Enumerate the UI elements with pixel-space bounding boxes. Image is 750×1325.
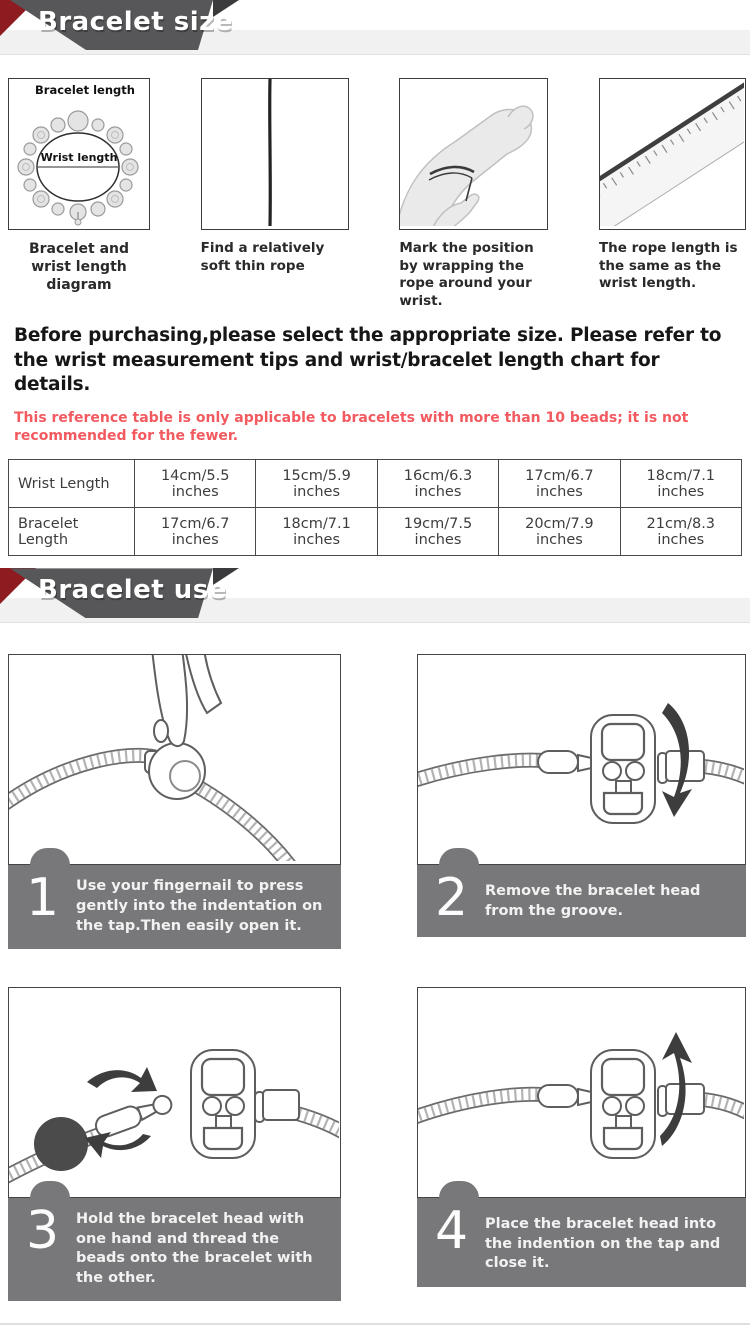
- step-3-illustration: [8, 987, 341, 1198]
- thread-beads-icon: [9, 988, 339, 1194]
- wrist-value-3: 16cm/6.3 inches: [377, 460, 498, 508]
- bracelet-value-3: 19cm/7.5 inches: [377, 508, 498, 556]
- figure-ruler: [599, 78, 746, 310]
- wrist-length-label: Wrist length: [40, 151, 118, 164]
- bracelet-value-1: 17cm/6.7 inches: [135, 508, 256, 556]
- step-1-illustration: [8, 654, 341, 865]
- wrist-length-header: Wrist Length: [9, 460, 135, 508]
- bracelet-diagram-image: [8, 78, 150, 230]
- bracelet-value-2: 18cm/7.1 inches: [256, 508, 377, 556]
- bracelet-length-header: Bracelet Length: [9, 508, 135, 556]
- use-step-2: [417, 654, 746, 949]
- step-2-text: Remove the bracelet head from the groove.: [485, 883, 701, 919]
- step-3-text: Hold the bracelet head with one hand and thread the beads onto the bracelet with the other.: [76, 1211, 313, 1286]
- step-3-caption-bar: [8, 1198, 341, 1301]
- use-step-4: [417, 987, 746, 1301]
- bracelet-size-banner: [0, 0, 750, 58]
- figure-caption-2: Find a relatively soft thin rope: [200, 240, 325, 274]
- bracelet-use-title: Bracelet use: [38, 575, 227, 606]
- wrist-wrap-icon: [400, 79, 546, 226]
- size-table: [8, 459, 742, 556]
- use-steps-grid: [0, 626, 750, 1301]
- step-1-caption-bar: [8, 865, 341, 949]
- close-head-icon: [418, 988, 744, 1194]
- sizing-advice-text: Before purchasing,please select the appropriate size. Please refer to the wrist measurement tips and wrist/bracelet length chart for details.: [14, 325, 722, 395]
- wrist-value-4: 17cm/6.7 inches: [499, 460, 620, 508]
- table-row-wrist: [9, 460, 742, 508]
- rope-icon: [202, 79, 347, 226]
- figure-wrist-wrap: [399, 78, 548, 310]
- step-4-illustration: [417, 987, 746, 1198]
- rope-image: [201, 78, 349, 230]
- step-2-caption-bar: [417, 865, 746, 937]
- measuring-figures-row: [0, 58, 750, 310]
- bracelet-size-title: Bracelet size: [38, 7, 233, 37]
- bracelet-length-label: Bracelet length: [35, 83, 135, 97]
- step-1-number: 1: [26, 868, 60, 929]
- step-3-number: 3: [26, 1201, 60, 1262]
- bracelet-use-banner: [0, 568, 750, 626]
- press-tap-open-icon: [9, 655, 339, 861]
- wrist-value-5: 18cm/7.1 inches: [620, 460, 741, 508]
- figure-caption-3: Mark the position by wrapping the rope around your wrist.: [399, 240, 534, 309]
- ruler-image: [599, 78, 746, 230]
- wrist-value-2: 15cm/5.9 inches: [256, 460, 377, 508]
- figure-caption-1: Bracelet and wrist length diagram: [28, 241, 130, 294]
- reference-table-disclaimer: This reference table is only applicable to bracelets with more than 10 beads; it is not recommended for the fewer.: [14, 410, 689, 444]
- bracelet-value-4: 20cm/7.9 inches: [499, 508, 620, 556]
- step-2-number: 2: [435, 868, 469, 929]
- ruler-icon: [600, 79, 744, 226]
- table-row-bracelet: [9, 508, 742, 556]
- step-4-text: Place the bracelet head into the indention on the tap and close it.: [485, 1216, 721, 1272]
- bracelet-value-5: 21cm/8.3 inches: [620, 508, 741, 556]
- use-step-1: [8, 654, 341, 949]
- figure-bracelet-diagram: [8, 78, 150, 310]
- step-4-number: 4: [435, 1201, 469, 1262]
- use-step-3: [8, 987, 341, 1301]
- wrist-wrap-image: [399, 78, 548, 230]
- step-4-caption-bar: [417, 1198, 746, 1287]
- figure-rope: [201, 78, 349, 310]
- figure-caption-4: The rope length is the same as the wrist length.: [598, 240, 738, 292]
- remove-head-icon: [418, 655, 744, 861]
- step-2-illustration: [417, 654, 746, 865]
- step-1-text: Use your fingernail to press gently into the indentation on the tap.Then easily open it.: [76, 878, 323, 934]
- wrist-value-1: 14cm/5.5 inches: [135, 460, 256, 508]
